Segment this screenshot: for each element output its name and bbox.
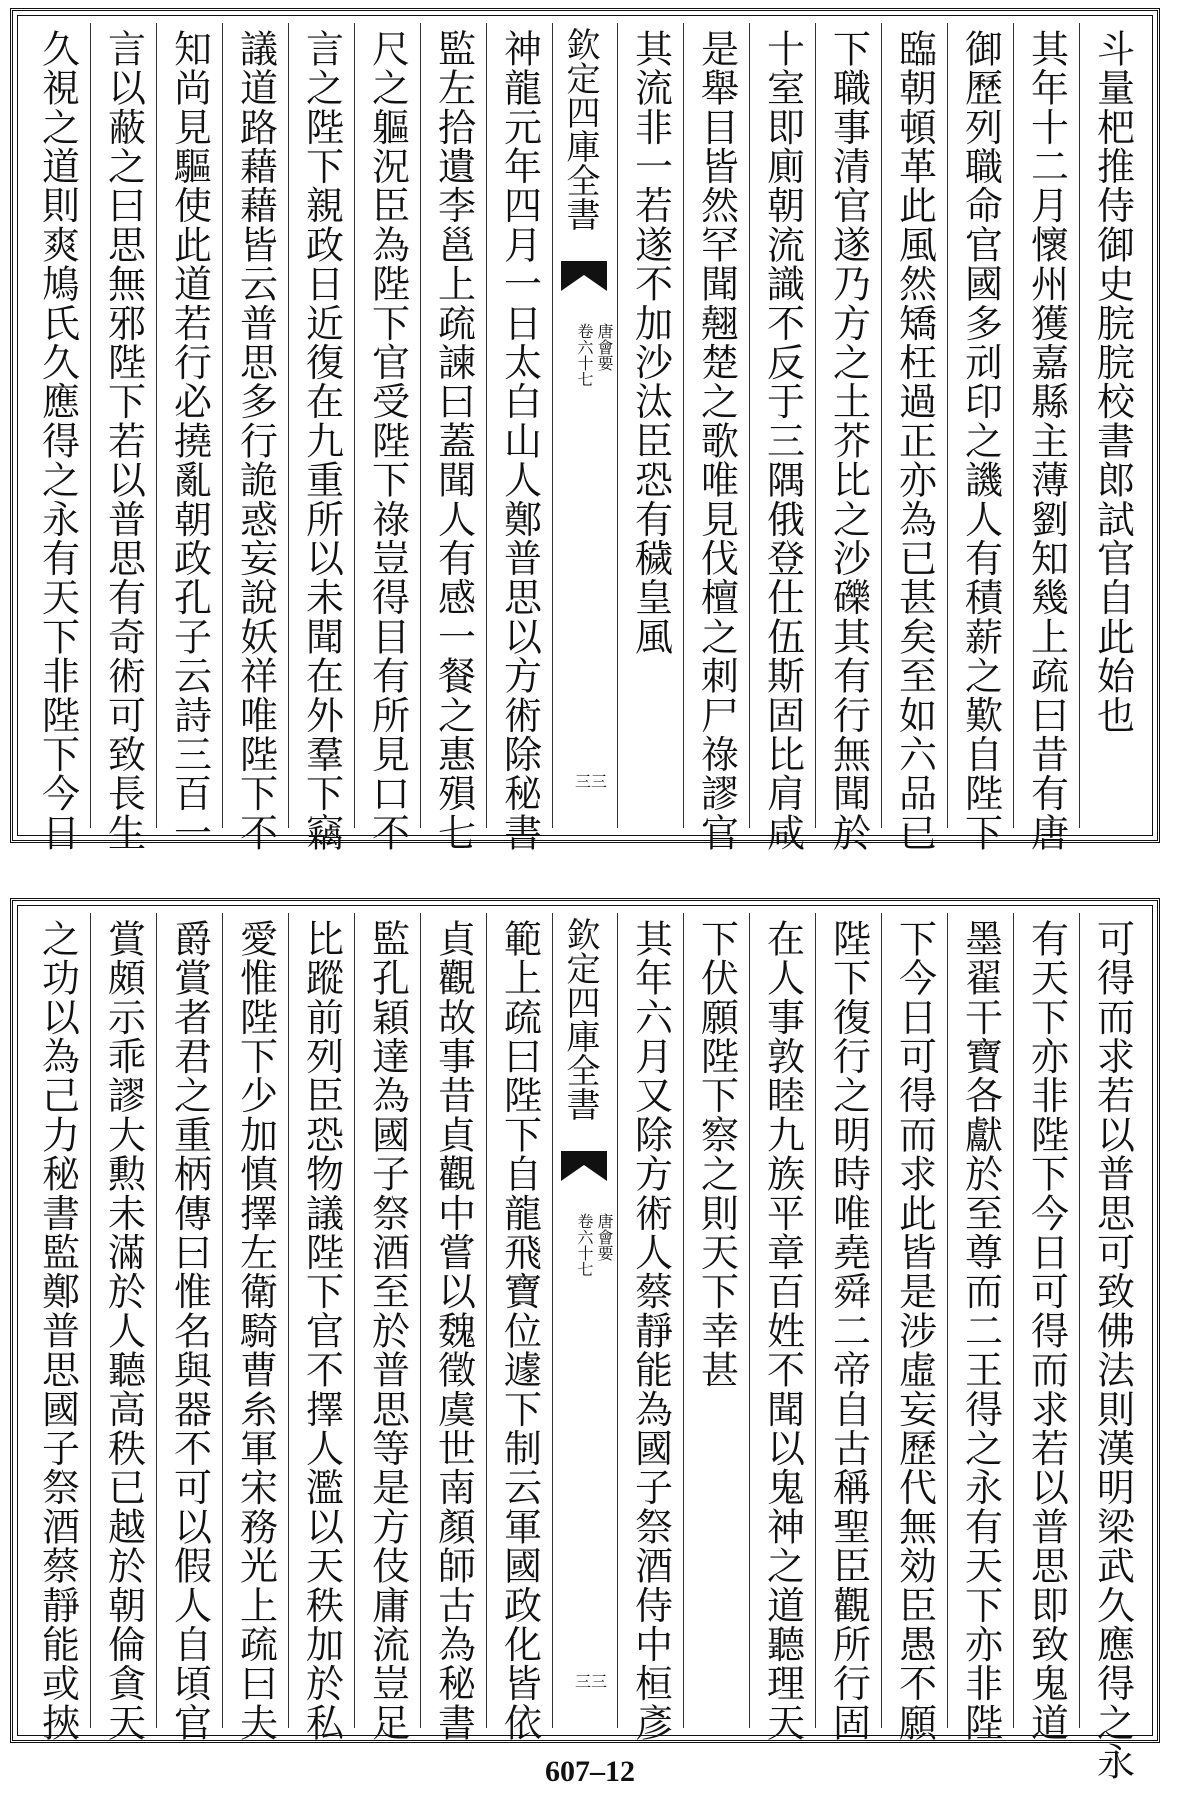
text-column (25, 913, 90, 1743)
column-text: 墨翟干寶各獻於至尊而二王得之永有天下亦非陛 (958, 919, 1003, 1743)
column-text: 其年六月又除方術人蔡靜能為國子祭酒侍中桓彥 (628, 919, 673, 1743)
book-title: 欽定四庫全書 (560, 27, 600, 231)
text-column (881, 913, 947, 1743)
text-column (25, 23, 90, 853)
column-text: 愛惟陛下少加慎擇左衛騎曹糸軍宋務光上疏曰夫 (233, 919, 278, 1743)
text-column (881, 23, 947, 853)
column-text: 臨朝頓革此風然矯枉過正亦為已甚矣至如六品已 (892, 29, 937, 853)
column-text: 下職事清官遂乃方之土芥比之沙礫其有行無聞於 (826, 29, 871, 853)
column-text: 言以蔽之曰思無邪陛下若以普思有奇術可致長生 (101, 29, 146, 853)
text-column (486, 23, 552, 853)
column-text: 十室即廁朝流識不反于三隅俄登仕伍斯固比肩咸 (760, 29, 805, 853)
text-column (288, 23, 354, 853)
column-text: 議道路藉藉皆云普思多行詭惑妄說妖祥唯陛下不 (233, 29, 278, 853)
text-column (354, 23, 420, 853)
column-text: 在人事敦睦九族平章百姓不聞以鬼神之道聽理天 (760, 919, 805, 1743)
text-column (1079, 913, 1145, 1782)
book-title: 欽定四庫全書 (560, 917, 600, 1121)
text-column (90, 913, 156, 1743)
text-column (617, 913, 683, 1743)
text-column (156, 23, 222, 853)
text-column (947, 913, 1013, 1743)
center-fold (552, 913, 617, 1728)
column-text: 言之陛下親政日近復在九重所以未聞在外羣下竊 (299, 29, 344, 853)
column-text: 斗量杷推侍御史脘脘校書郎試官自此始也 (1090, 29, 1135, 735)
column-text: 有天下亦非陛下今日可得而求若以普思即致鬼道 (1024, 919, 1069, 1743)
book-name: 唐會要 (595, 323, 614, 371)
column-text: 貞觀故事昔貞觀中嘗以魏徵虞世南顏師古為秘書 (431, 919, 476, 1743)
column-text: 之功以為己力秘書監鄭普思國子祭酒蔡靜能或挾 (35, 919, 80, 1743)
text-column (354, 913, 420, 1743)
column-text: 下伏願陛下察之則天下幸甚 (694, 919, 739, 1390)
text-column (288, 913, 354, 1743)
text-column (947, 23, 1013, 853)
column-text: 知尚見驅使此道若行必撓亂朝政孔子云詩三百一 (167, 29, 212, 853)
text-column (683, 913, 749, 1728)
column-text: 久視之道則爽鳩氏久應得之永有天下非陛下今日 (35, 29, 80, 853)
text-column (1013, 913, 1079, 1743)
column-text: 範上疏曰陛下自龍飛寶位遽下制云軍國政化皆依 (497, 919, 542, 1743)
leaf-number: 三三 (575, 1672, 608, 1691)
volume-label: 卷六十七 (575, 323, 594, 387)
column-text: 賞頗示乖謬大勲未滿於人聽高秩已越於朝倫貪天 (101, 919, 146, 1743)
text-column (815, 913, 881, 1743)
text-column (683, 23, 749, 853)
volume-label: 卷六十七 (575, 1213, 594, 1277)
column-text: 神龍元年四月一日太白山人鄭普思以方術除秘書 (497, 29, 542, 853)
column-text: 爵賞者君之重柄傳曰惟名與器不可以假人自頃官 (167, 919, 212, 1743)
text-column (90, 23, 156, 853)
center-fold (552, 23, 617, 828)
fishtail-mark-icon (561, 261, 607, 291)
column-text: 可得而求若以普思可致佛法則漢明梁武久應得之永 (1090, 919, 1135, 1782)
text-column (156, 913, 222, 1743)
book-name: 唐會要 (595, 1213, 614, 1261)
column-text: 監孔穎達為國子祭酒至於普思等是方伎庸流豈足 (365, 919, 410, 1743)
text-column (749, 23, 815, 853)
text-column (486, 913, 552, 1743)
text-column (1079, 23, 1145, 828)
column-text: 其年十二月懷州獲嘉縣主薄劉知幾上疏曰昔有唐 (1024, 29, 1069, 853)
column-text: 陛下復行之明時唯堯舜二帝自古稱聖臣觀所行固 (826, 919, 871, 1743)
column-text: 是舉目皆然罕聞翹楚之歌唯見伐檀之刺尸祿謬官 (694, 29, 739, 853)
text-column (420, 23, 486, 853)
text-column (1013, 23, 1079, 853)
column-text: 比蹤前列臣恐物議陛下官不擇人濫以天秩加於私 (299, 919, 344, 1743)
column-text: 其流非一若遂不加沙汰臣恐有穢皇風 (628, 29, 673, 657)
column-text: 下今日可得而求此皆是涉虛妄歷代無効臣愚不願 (892, 919, 937, 1743)
column-text: 御歷列職命官國多刓印之譏人有積薪之歎自陛下 (958, 29, 1003, 853)
text-column (420, 913, 486, 1743)
top-page-frame (10, 8, 1160, 853)
fishtail-mark-icon (561, 1151, 607, 1181)
text-column (815, 23, 881, 853)
text-column (617, 23, 683, 828)
leaf-number: 三三 (575, 772, 608, 791)
text-column (222, 23, 288, 853)
text-column (222, 913, 288, 1743)
column-text: 尺之軀況臣為陛下官受陛下祿豈得目有所見口不 (365, 29, 410, 853)
column-text: 監左拾遺李邕上疏諫曰蓋聞人有感一餐之惠殞七 (431, 29, 476, 853)
text-column (749, 913, 815, 1743)
page-footer-number: 607–12 (545, 1755, 635, 1788)
